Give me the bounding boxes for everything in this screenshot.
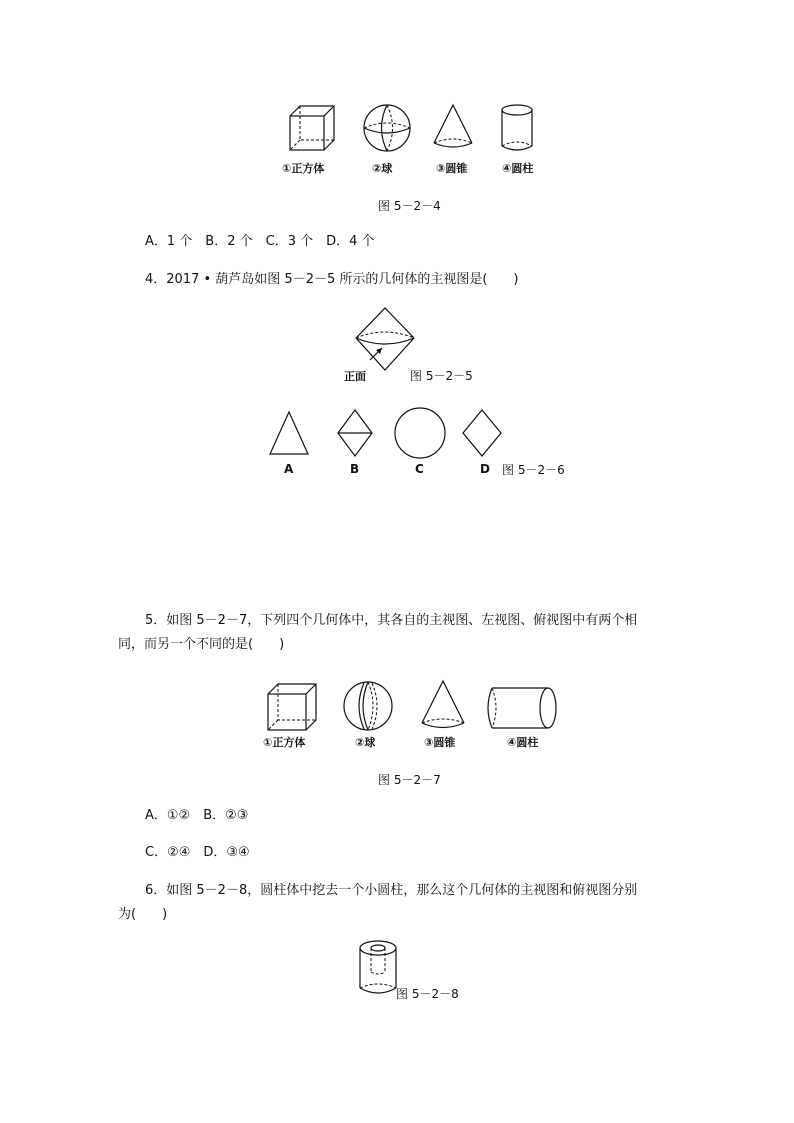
triangle-icon xyxy=(268,410,310,456)
fig-5-2-4-caption-1: ①正方体 xyxy=(282,162,325,175)
fig-5-2-7-caption-4: ④圆柱 xyxy=(507,736,539,749)
fig-5-2-8-label: 图 5－2－8 xyxy=(396,987,459,1001)
fig-5-2-4-caption-2: ②球 xyxy=(372,162,393,175)
q4-option-c-label: C xyxy=(415,462,424,476)
q5-text-line2: 同，而另一个不同的是( ) xyxy=(118,637,285,652)
cube-icon xyxy=(266,682,318,732)
fig-5-2-7-caption-1: ①正方体 xyxy=(263,736,306,749)
q6-text-line2: 为( ) xyxy=(118,907,168,922)
q5-options-line1: A．①② B．②③ xyxy=(145,808,249,823)
q3-options: A．1 个 B．2 个 C．3 个 D．4 个 xyxy=(145,234,375,249)
q4-option-a-label: A xyxy=(284,462,294,476)
fig-5-2-5-label: 图 5－2－5 xyxy=(410,369,473,383)
fig-5-2-4-label: 图 5－2－4 xyxy=(378,199,441,213)
q5-text-line1: 5．如图 5－2－7，下列四个几何体中，其各自的主视图、左视图、俯视图中有两个相 xyxy=(145,613,638,628)
cone-icon xyxy=(432,103,474,151)
fig-5-2-7-caption-3: ③圆锥 xyxy=(424,736,456,749)
fig-5-2-7-label: 图 5－2－7 xyxy=(378,773,441,787)
double-cone-icon xyxy=(352,306,418,372)
fig-5-2-6-label: 图 5－2－6 xyxy=(502,463,565,477)
diamond-with-line-icon xyxy=(336,408,374,458)
q4-text: 4．2017 • 葫芦岛如图 5－2－5 所示的几何体的主视图是( ) xyxy=(145,272,519,287)
q4-option-d-label: D xyxy=(480,462,490,476)
fig-5-2-4-caption-4: ④圆柱 xyxy=(502,162,534,175)
diamond-icon xyxy=(461,408,503,458)
q5-options-line2: C．②④ D．③④ xyxy=(145,845,250,860)
cylinder-icon xyxy=(500,104,534,152)
sphere-icon xyxy=(362,104,412,152)
fig-5-2-4-caption-3: ③圆锥 xyxy=(436,162,468,175)
q4-option-b-label: B xyxy=(350,462,360,476)
sphere-icon xyxy=(342,680,394,732)
cube-icon xyxy=(288,104,336,152)
cylinder-icon xyxy=(482,686,558,730)
q6-text-line1: 6．如图 5－2－8，圆柱体中挖去一个小圆柱，那么这个几何体的主视图和俯视图分别 xyxy=(145,883,638,898)
cone-icon xyxy=(420,679,466,733)
fig-5-2-7-caption-2: ②球 xyxy=(355,736,376,749)
front-label: 正面 xyxy=(344,370,366,383)
circle-icon xyxy=(393,406,447,460)
hollow-cylinder-icon xyxy=(358,938,398,998)
